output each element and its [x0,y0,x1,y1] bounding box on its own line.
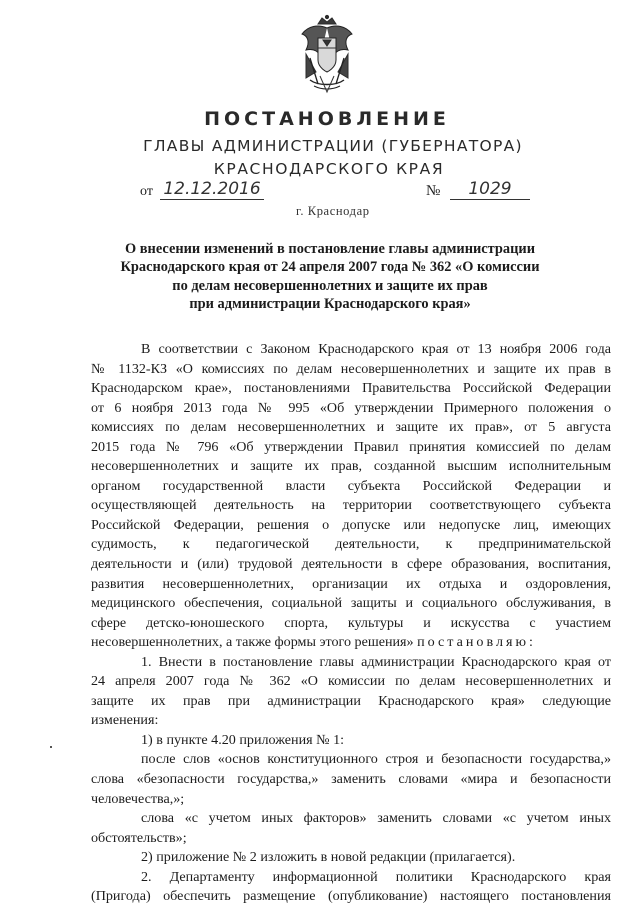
heading-line: по делам несовершеннолетних и защите их прав [172,277,488,294]
body-line: органом государственной власти субъекта Российской Федерации и [91,477,611,494]
heading-line: Краснодарского края от 24 апреля 2007 года № 362 «О комиссии [120,259,540,276]
document-region: КРАСНОДАРСКОГО КРАЯ [213,160,445,178]
document-title: ПОСТАНОВЛЕНИЕ [204,108,450,130]
body-line: осуществляющей деятельность на территории соответствующего субъекта [91,497,611,514]
body-line: человечества,»; [91,790,185,807]
body-line: Краснодарском крае», постановлениями Правительства Российской Федерации [91,380,611,397]
document-heading [90,240,570,313]
city-label: г. Краснодар [296,204,370,218]
number-label: № [426,183,441,199]
number-value: 1029 [450,179,530,200]
resolve-word: постановляю: [417,634,536,651]
body-line: Российской Федерации, решения о допуске или недопуске лиц, имеющих [91,516,611,533]
body-line: (Пригода) обеспечить размещение (опубликование) настоящего постановления [91,888,611,905]
body-line: 1. Внести в постановление главы администрации Краснодарского края от [141,653,611,670]
body-line: развития несовершеннолетних, организации их отдыха и оздоровления, [91,575,611,592]
document-body [91,340,611,907]
body-line: слова «с учетом иных факторов» заменить словами «с учетом иных [141,810,611,827]
document-issuer: ГЛАВЫ АДМИНИСТРАЦИИ (ГУБЕРНАТОРА) [143,137,523,155]
body-line: слова «безопасности государства,» заменить словами «мира и безопасности [91,771,611,788]
body-line: В соответствии с Законом Краснодарского края от 13 ноября 2006 года [141,341,611,357]
body-line: № 1132-КЗ «О комиссиях по делам несовершеннолетних и защите их прав в [91,360,611,377]
body-line: изменения: [91,712,159,729]
body-line: несовершеннолетних и защите их прав, созданной высшим исполнительным [91,458,611,475]
body-line: 2) приложение № 2 изложить в новой редакции (прилагается). [141,849,516,866]
body-line-text: несовершеннолетних, а также формы этого решения» [91,634,414,651]
heading-line: при администрации Краснодарского края» [189,295,471,312]
body-line: судимость, к педагогической деятельности, к предпринимательской [91,536,611,553]
body-line: 2015 года № 796 «Об утверждении Правил принятия комиссией по делам [91,438,611,455]
body-line: деятельности и (или) трудовой деятельности в сфере образования, воспитания, [91,556,611,573]
date-value: 12.12.2016 [160,179,264,200]
body-line: медицинского обеспечения, социальной защиты и социального обслуживания, в [91,595,611,612]
body-line: комиссиях по делам несовершеннолетних и защите их прав», от 5 августа [91,419,611,436]
body-line: защите их прав при администрации Краснодарского края» следующие [91,692,611,709]
date-label: от [140,184,153,199]
body-line: 1) в пункте 4.20 приложения № 1: [141,731,345,748]
body-line: после слов «основ конституционного строя и безопасности государства,» [141,751,611,768]
coat-of-arms-icon [296,14,358,96]
body-line: сфере детско-юношеского спорта, культуры и искусства с участием [91,614,611,631]
body-line-resolve [91,633,611,653]
body-line: от 6 ноября 2013 года № 995 «Об утверждении Примерного положения о [91,399,611,416]
body-line: 24 апреля 2007 года № 362 «О комиссии по делам несовершеннолетних и [91,673,611,690]
scan-mark [50,746,52,748]
body-line: 2. Департаменту информационной политики Краснодарского края [141,868,611,885]
body-line: обстоятельств»; [91,829,187,846]
heading-line: О внесении изменений в постановление главы администрации [124,241,535,257]
